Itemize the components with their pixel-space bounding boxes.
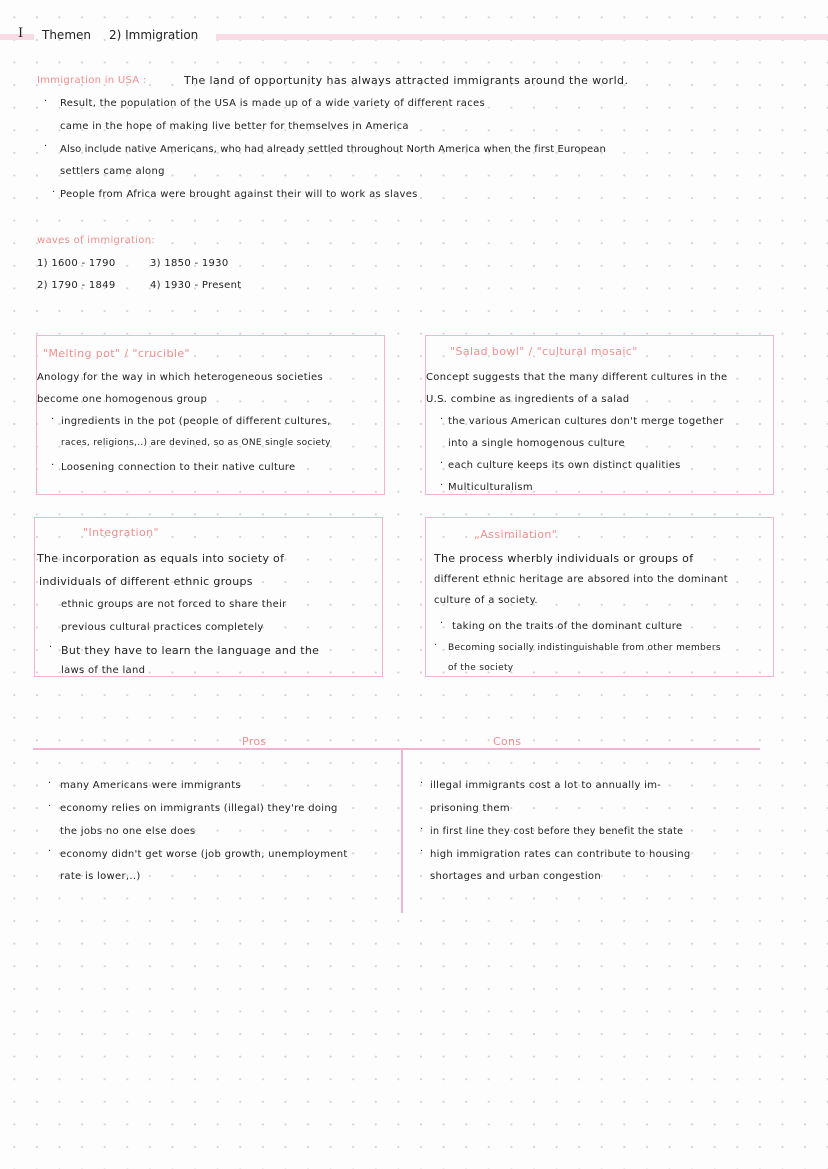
salad-line-3: the various American cultures don't merge together — [448, 416, 724, 427]
salad-line-2: U.S. combine as ingredients of a salad — [426, 394, 630, 405]
bullet-dot: · — [420, 824, 424, 835]
melting-line-2: become one homogenous group — [37, 394, 208, 405]
intro-label: Immigration in USA : — [37, 75, 147, 86]
intro-line-6: People from Africa were brought against their will to work as slaves — [60, 189, 418, 200]
intro-line-2: Result, the population of the USA is made up of a wide variety of different races — [60, 98, 485, 109]
waves-heading: waves of immigration: — [37, 235, 156, 246]
assimilation-box — [425, 517, 774, 677]
salad-bowl-box — [425, 335, 774, 495]
bullet-dot: · — [51, 460, 55, 471]
integration-title: "Integration" — [83, 526, 159, 539]
cons-heading: Cons — [493, 735, 522, 748]
bullet-dot: · — [420, 846, 424, 857]
salad-line-1: Concept suggests that the many different cultures in the — [426, 372, 728, 383]
bullet-dot: · — [48, 778, 52, 789]
bullet-dot: · — [440, 480, 444, 491]
integration-box — [34, 517, 383, 677]
wave-2: 2) 1790 - 1849 — [37, 280, 116, 291]
assimilation-line-1: The process wherbly individuals or groups of — [434, 552, 694, 565]
integration-line-2: individuals of different ethnic groups — [39, 575, 253, 588]
intro-line-4: Also include native Americans, who had already settled throughout North America when the first European — [60, 144, 606, 155]
melting-line-3: ingredients in the pot (people of different cultures, — [61, 416, 331, 427]
bullet-dot: · — [420, 778, 424, 789]
salad-line-6: Multiculturalism — [448, 482, 533, 493]
bullet-dot: · — [44, 141, 48, 152]
cons-line-1: illegal immigrants cost a lot to annually im- — [430, 780, 662, 791]
integration-line-4: previous cultural practices completely — [61, 622, 264, 633]
integration-line-3: ethnic groups are not forced to share their — [61, 599, 287, 610]
intro-line-3: came in the hope of making live better for themselves in America — [60, 121, 409, 132]
assimilation-line-6: of the society — [448, 663, 514, 673]
salad-line-5: each culture keeps its own distinct qualities — [448, 460, 681, 471]
table-vertical-line — [401, 748, 403, 913]
bullet-dot: · — [44, 96, 48, 107]
bullet-dot: · — [48, 801, 52, 812]
pros-line-1: many Americans were immigrants — [60, 780, 241, 791]
melting-pot-title: "Melting pot" / "crucible" — [43, 347, 190, 360]
cons-line-5: shortages and urban congestion — [430, 871, 601, 882]
pros-heading: Pros — [242, 735, 267, 748]
wave-4: 4) 1930 - Present — [150, 280, 242, 291]
bullet-dot: · — [48, 846, 52, 857]
cons-line-2: prisoning them — [430, 803, 510, 814]
salad-line-4: into a single homogenous culture — [448, 438, 625, 449]
roman-numeral: Ⅰ — [18, 26, 24, 41]
cons-line-3: in first line they cost before they benefit the state — [430, 826, 684, 837]
assimilation-title: „Assimilation" — [474, 528, 558, 541]
pros-line-4: economy didn't get worse (job growth, unemployment — [60, 849, 348, 860]
pros-line-2: economy relies on immigrants (illegal) they're doing — [60, 803, 338, 814]
intro-line-1: The land of opportunity has always attracted immigrants around the world. — [184, 74, 629, 87]
cons-line-4: high immigration rates can contribute to housing — [430, 849, 691, 860]
integration-line-1: The incorporation as equals into society of — [37, 552, 285, 565]
page-title: 2) Immigration — [109, 28, 199, 42]
melting-line-1: Anology for the way in which heterogeneous societies — [37, 372, 323, 383]
melting-pot-box — [36, 335, 385, 495]
wave-1: 1) 1600 - 1790 — [37, 258, 116, 269]
integration-line-5: But they have to learn the language and the — [61, 644, 320, 657]
table-horizontal-line — [33, 748, 760, 750]
integration-line-6: laws of the land — [61, 665, 146, 676]
melting-line-5: Loosening connection to their native culture — [61, 462, 296, 473]
bullet-dot: · — [52, 187, 56, 198]
bullet-dot: · — [440, 618, 444, 629]
intro-line-5: settlers came along — [60, 166, 165, 177]
bullet-dot: · — [49, 642, 53, 653]
melting-line-4: races, religions,..) are devined, so as ONE single society — [61, 438, 331, 448]
assimilation-line-4: taking on the traits of the dominant culture — [452, 621, 683, 632]
wave-3: 3) 1850 - 1930 — [150, 258, 229, 269]
pros-line-3: the jobs no one else does — [60, 826, 196, 837]
pros-line-5: rate is lower,..) — [60, 871, 141, 882]
salad-bowl-title: "Salad bowl" / "cultural mosaic" — [450, 345, 638, 358]
bullet-dot: · — [440, 414, 444, 425]
assimilation-line-3: culture of a society. — [434, 595, 538, 606]
bullet-dot: · — [51, 414, 55, 425]
bullet-dot: · — [434, 640, 438, 651]
header-highlight-right — [216, 34, 828, 40]
bullet-dot: · — [440, 458, 444, 469]
assimilation-line-5: Becoming socially indistinguishable from other members — [448, 643, 721, 653]
assimilation-line-2: different ethnic heritage are absored into the dominant — [434, 574, 728, 585]
header-highlight-left — [0, 34, 34, 40]
header-themen: Themen — [42, 28, 91, 42]
